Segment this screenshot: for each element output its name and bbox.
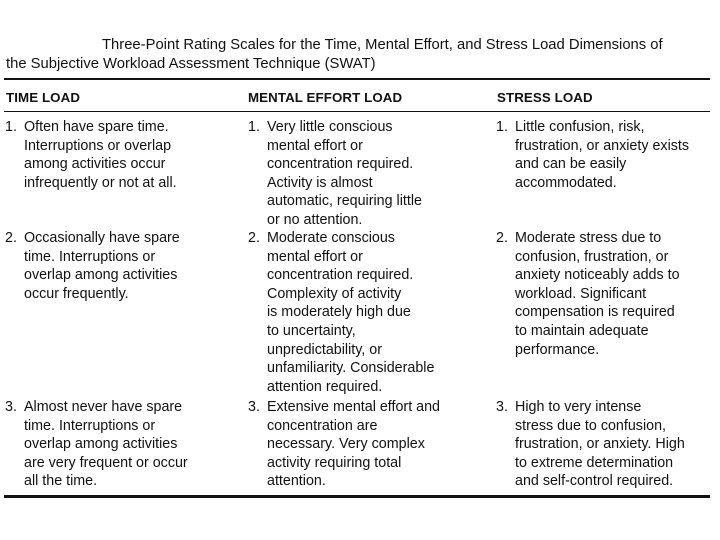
description-line: time. Interruptions or [24, 248, 156, 265]
description-line: is moderately high due [267, 304, 411, 321]
description-line: compensation is required [515, 304, 675, 321]
description-line: time. Interruptions or [24, 417, 156, 434]
item-number: 1. [496, 119, 508, 135]
description-line: Very little conscious [267, 119, 393, 135]
time-load-cell-3 [5, 398, 188, 491]
description-line: Activity is almost [267, 174, 373, 191]
item-number: 1. [248, 119, 260, 135]
description-line: frustration, or anxiety exists [515, 137, 690, 154]
description-line: mental effort or [267, 137, 363, 154]
item-number: 2. [496, 230, 508, 246]
description-line: performance. [515, 341, 600, 358]
description-line: anxiety noticeably adds to [515, 267, 680, 284]
time-load-cell-2 [5, 229, 180, 303]
stress-load-cell-2 [496, 229, 680, 359]
item-number: 2. [5, 230, 17, 246]
description-line: automatic, requiring little [267, 193, 422, 210]
description-line: stress due to confusion, [515, 417, 666, 434]
description-line: overlap among activities [24, 267, 178, 284]
caption-line-1: Three-Point Rating Scales for the Time, Mental Effort, and Stress Load Dimensions of [102, 37, 663, 53]
description-line: to maintain adequate [515, 322, 649, 339]
description-line: among activities occur [24, 156, 166, 173]
description-line: Moderate conscious [267, 230, 395, 246]
table-bottom-rule [4, 495, 710, 498]
description-line: mental effort or [267, 248, 363, 265]
item-description [496, 229, 680, 359]
item-number: 2. [248, 230, 260, 246]
stress-load-cell-3 [496, 398, 685, 491]
item-number: 3. [5, 399, 17, 415]
description-line: Occasionally have spare [24, 230, 180, 246]
description-line: concentration required. [267, 156, 414, 173]
description-line: Complexity of activity [267, 285, 402, 302]
description-line: unpredictability, or [267, 341, 382, 358]
description-line: Extensive mental effort and [267, 399, 440, 415]
description-line: concentration required. [267, 267, 414, 284]
description-line: necessary. Very complex [267, 436, 425, 453]
description-line: Almost never have spare [24, 399, 183, 415]
item-number: 3. [248, 399, 260, 415]
description-line: Moderate stress due to [515, 230, 662, 246]
description-line: accommodated. [515, 174, 617, 191]
description-line: workload. Significant [515, 285, 647, 302]
item-description [248, 118, 422, 230]
mental-effort-cell-2 [248, 229, 434, 396]
description-line: confusion, frustration, or [515, 248, 669, 265]
description-line: overlap among activities [24, 436, 178, 453]
column-header-stress-load: STRESS LOAD [497, 90, 593, 105]
item-description [5, 229, 180, 303]
item-number: 3. [496, 399, 508, 415]
description-line: and self-control required. [515, 473, 674, 490]
description-line: frustration, or anxiety. High [515, 436, 685, 453]
description-line: attention required. [267, 378, 383, 395]
mental-effort-cell-3 [248, 398, 440, 491]
mental-effort-cell-1 [248, 118, 422, 230]
description-line: High to very intense [515, 399, 642, 415]
item-description [5, 118, 177, 192]
stress-load-cell-1 [496, 118, 689, 192]
description-line: are very frequent or occur [24, 454, 188, 471]
description-line: to extreme determination [515, 454, 674, 471]
table-caption [6, 36, 712, 74]
description-line: all the time. [24, 473, 98, 490]
description-line: and can be easily [515, 156, 627, 173]
caption-line-2: the Subjective Workload Assessment Technique (SWAT) [6, 56, 376, 72]
time-load-cell-1 [5, 118, 177, 192]
column-header-time-load: TIME LOAD [6, 90, 81, 105]
description-line: to uncertainty, [267, 322, 356, 339]
description-line: or no attention. [267, 211, 363, 228]
item-description [5, 398, 188, 491]
description-line: Interruptions or overlap [24, 137, 172, 154]
item-number: 1. [5, 119, 17, 135]
description-line: infrequently or not at all. [24, 174, 177, 191]
description-line: concentration are [267, 417, 378, 434]
description-line: activity requiring total [267, 454, 402, 471]
item-description [248, 229, 434, 396]
table-top-rule [4, 78, 710, 80]
item-description [496, 398, 685, 491]
item-description [496, 118, 689, 192]
description-line: occur frequently. [24, 285, 129, 302]
description-line: Often have spare time. [24, 119, 169, 135]
column-header-mental-effort-load: MENTAL EFFORT LOAD [248, 90, 403, 105]
description-line: Little confusion, risk, [515, 119, 645, 135]
description-line: attention. [267, 473, 326, 490]
description-line: unfamiliarity. Considerable [267, 360, 435, 377]
header-bottom-rule [4, 111, 710, 112]
item-description [248, 398, 440, 491]
